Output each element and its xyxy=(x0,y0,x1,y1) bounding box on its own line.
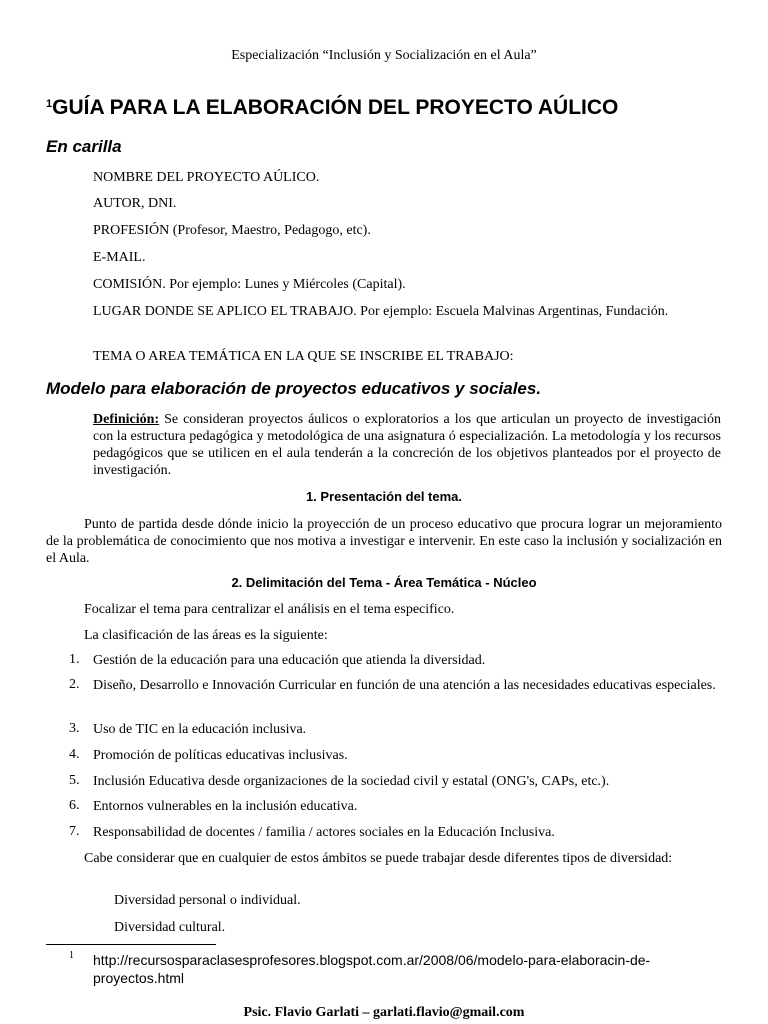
title-text: GUÍA PARA LA ELABORACIÓN DEL PROYECTO AÚLICO xyxy=(52,96,619,119)
definition-paragraph xyxy=(93,411,721,479)
list-item: PROFESIÓN (Profesor, Maestro, Pedagogo, etc). xyxy=(93,223,371,238)
paragraph-focalizar: Focalizar el tema para centralizar el análisis en el tema especifico. xyxy=(84,602,455,617)
list-item: TEMA O AREA TEMÁTICA EN LA QUE SE INSCRIBE EL TRABAJO: xyxy=(93,349,514,364)
title-footnote-ref: 1 xyxy=(46,98,53,110)
footnote-url-link[interactable]: http://recursosparaclasesprofesores.blogspot.com.ar/2008/06/modelo-para-elaboracin-de-proyectos.html xyxy=(93,952,651,986)
area-item: Promoción de políticas educativas inclusivas. xyxy=(93,748,348,763)
subheading-delimitacion: 2. Delimitación del Tema - Área Temática - Núcleo xyxy=(231,575,537,590)
paragraph-presentacion: Punto de partida desde dónde inicio la proyección de un proceso educativo que procura lograr un mejoramiento de la problemática de conocimiento que nos motiva a investigar e intervenir. En este caso la inclusión y socialización en el Aula. xyxy=(46,517,722,566)
paragraph-diversidad: Cabe considerar que en cualquier de estos ámbitos se puede trabajar desde diferentes tipos de diversidad: xyxy=(84,851,673,866)
list-number: 7. xyxy=(69,824,80,839)
list-item: LUGAR DONDE SE APLICO EL TRABAJO. Por ejemplo: Escuela Malvinas Argentinas, Fundación. xyxy=(93,304,669,319)
section-heading-en-carilla: En carilla xyxy=(46,137,122,156)
section-heading-modelo: Modelo para elaboración de proyectos educativos y sociales. xyxy=(46,379,542,398)
paragraph-clasificacion: La clasificación de las áreas es la siguiente: xyxy=(84,628,328,643)
area-item: Entornos vulnerables en la inclusión educativa. xyxy=(93,799,358,814)
diversity-item: Diversidad personal o individual. xyxy=(114,893,301,908)
list-number: 4. xyxy=(69,747,80,762)
area-item: Inclusión Educativa desde organizaciones de la sociedad civil y estatal (ONG's, CAPs, etc.). xyxy=(93,774,610,789)
page-header: Especialización “Inclusión y Socialización en el Aula” xyxy=(231,48,537,63)
list-item: AUTOR, DNI. xyxy=(93,196,177,211)
area-item: Gestión de la educación para una educación que atienda la diversidad. xyxy=(93,653,486,668)
definition-label: Definición: xyxy=(93,412,160,427)
page-title xyxy=(46,96,618,120)
list-item: E-MAIL. xyxy=(93,250,146,265)
list-item: COMISIÓN. Por ejemplo: Lunes y Miércoles (Capital). xyxy=(93,277,406,292)
list-number: 1. xyxy=(69,652,80,667)
diversity-item: Diversidad cultural. xyxy=(114,920,226,935)
list-number: 5. xyxy=(69,773,80,788)
footnote-separator xyxy=(46,944,216,945)
list-number: 6. xyxy=(69,798,80,813)
area-item: Diseño, Desarrollo e Innovación Curricular en función de una atención a las necesidades educativas especiales. xyxy=(93,678,716,693)
list-item: NOMBRE DEL PROYECTO AÚLICO. xyxy=(93,170,320,185)
area-item: Responsabilidad de docentes / familia / actores sociales en la Educación Inclusiva. xyxy=(93,825,555,840)
footnote-mark: 1 xyxy=(69,950,74,961)
definition-text: Se consideran proyectos áulicos o exploratorios a los que articulan un proyecto de investigación con la estructura pedagógica y metodológica de una asignatura ó especialización. La metodología y los recursos pedagógicos que se utilicen en el aula tenderán a la concreción de los objetivos planteados por el proyecto de investigación. xyxy=(93,412,721,478)
page-footer: Psic. Flavio Garlati – garlati.flavio@gmail.com xyxy=(243,1005,525,1020)
list-number: 3. xyxy=(69,721,80,736)
subheading-presentacion: 1. Presentación del tema. xyxy=(305,489,463,504)
area-item: Uso de TIC en la educación inclusiva. xyxy=(93,722,307,737)
list-number: 2. xyxy=(69,677,80,692)
